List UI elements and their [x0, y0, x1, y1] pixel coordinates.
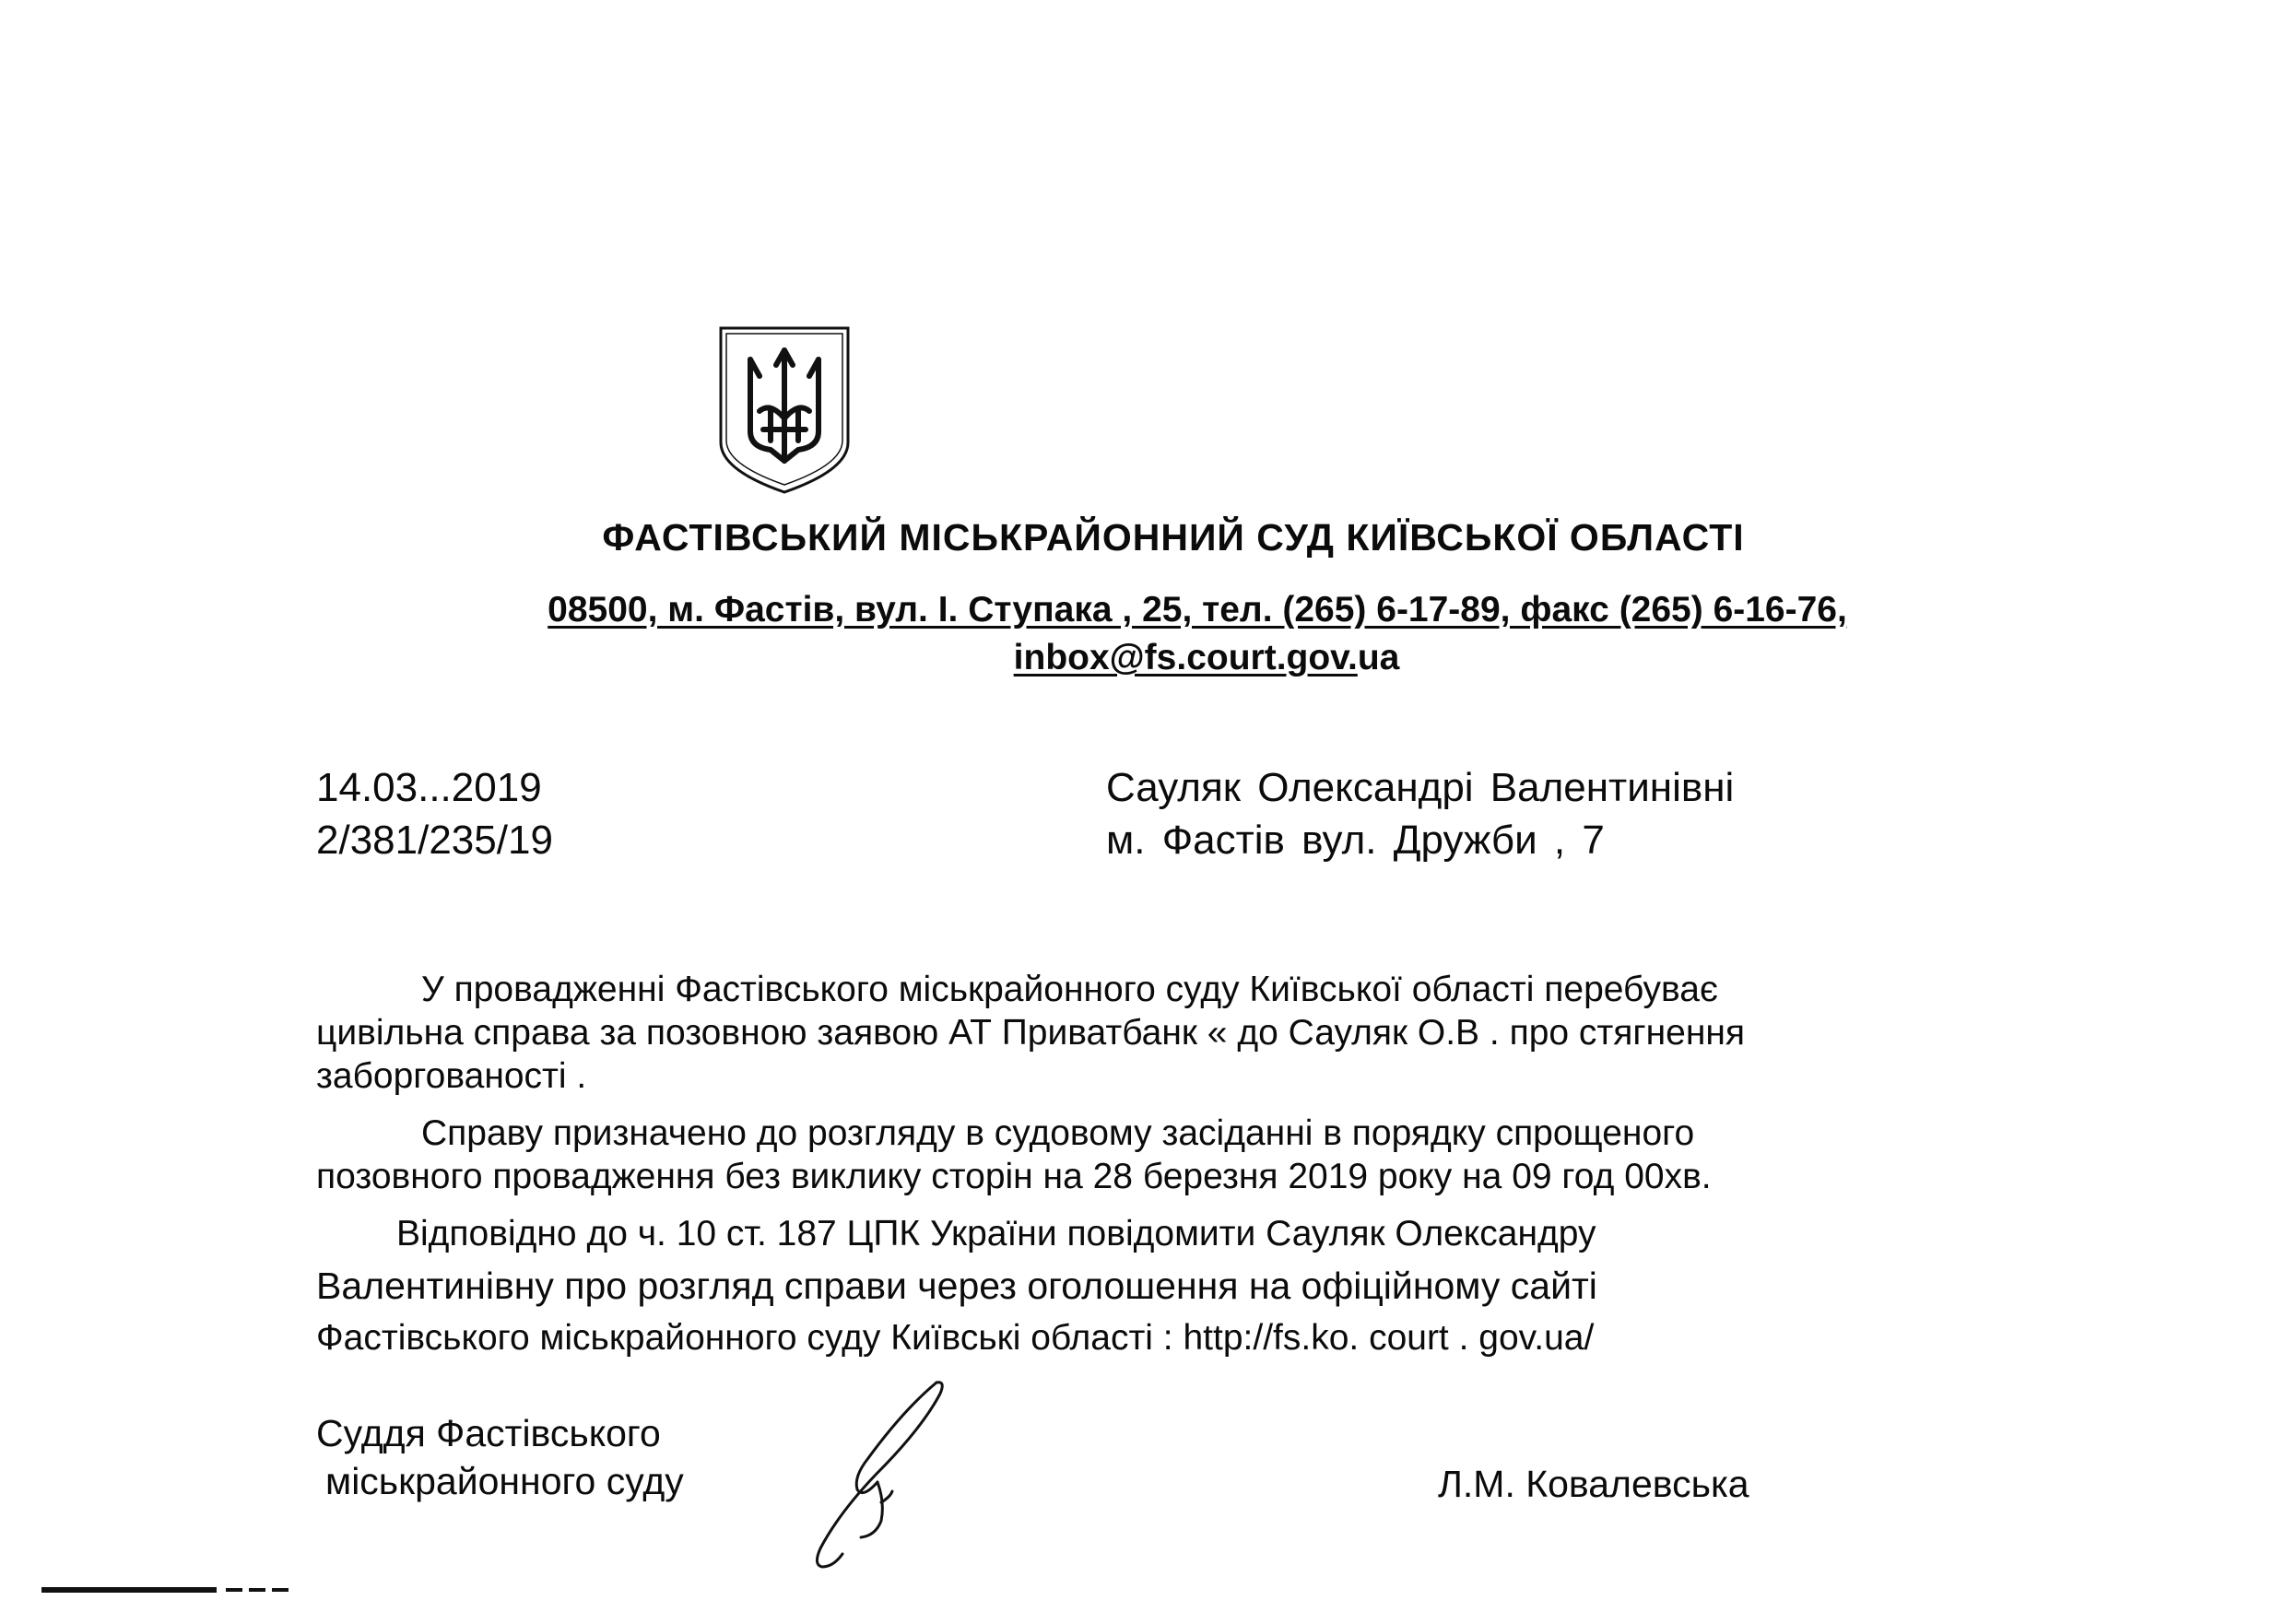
court-email-line [70, 638, 2273, 678]
body-line: У провадженні Фастівського міськрайонного суду Київської області перебуває [421, 970, 1718, 1009]
court-address: 08500, м. Фастів, вул. І. Ступака , 25, тел. (265) 6-17-89, факс (265) 6-16-76, [548, 590, 1847, 630]
body-line: заборгованості . [316, 1056, 587, 1096]
addressee-name: Сауляк Олександрі Валентинівні [1106, 765, 1735, 810]
body-line: Валентинівну про розгляд справи через оголошення на офіційному сайті [316, 1265, 1597, 1307]
body-line: Відповідно до ч. 10 ст. 187 ЦПК України повідомити Сауляк Олександру [396, 1214, 1596, 1253]
signer-title: міськрайонного суду [325, 1460, 684, 1502]
handwritten-signature-icon [765, 1373, 977, 1585]
body-line: цивільна справа за позовною заявою АТ Приватбанк « до Сауляк О.В . про стягнення [316, 1013, 1746, 1053]
signer-name: Л.М. Ковалевська [1438, 1463, 1749, 1505]
body-line: Фастівського міськрайонного суду Київські області : http://fs.ko. court . gov.ua/ [316, 1318, 1595, 1358]
body-line: позовного провадження без виклику сторін на 28 березня 2019 року на 09 год 00хв. [316, 1157, 1712, 1196]
signer-title: Суддя Фастівського [316, 1412, 661, 1454]
court-name: ФАСТІВСЬКИЙ МІСЬКРАЙОННИЙ СУД КИЇВСЬКОЇ ОБЛАСТІ [602, 516, 1745, 559]
document-reference: 2/381/235/19 [316, 818, 553, 863]
body-line: Справу призначено до розгляду в судовому засіданні в порядку спрощеного [421, 1113, 1695, 1153]
court-email[interactable]: inbox@fs.court.gov. [1013, 638, 1358, 677]
scan-edge-mark [41, 1585, 300, 1595]
trident-coat-of-arms-icon [715, 323, 854, 498]
document-date: 14.03...2019 [316, 765, 542, 810]
addressee-address: м. Фастів вул. Дружби , 7 [1106, 818, 1605, 863]
court-email-suffix: ua [1357, 638, 1400, 677]
